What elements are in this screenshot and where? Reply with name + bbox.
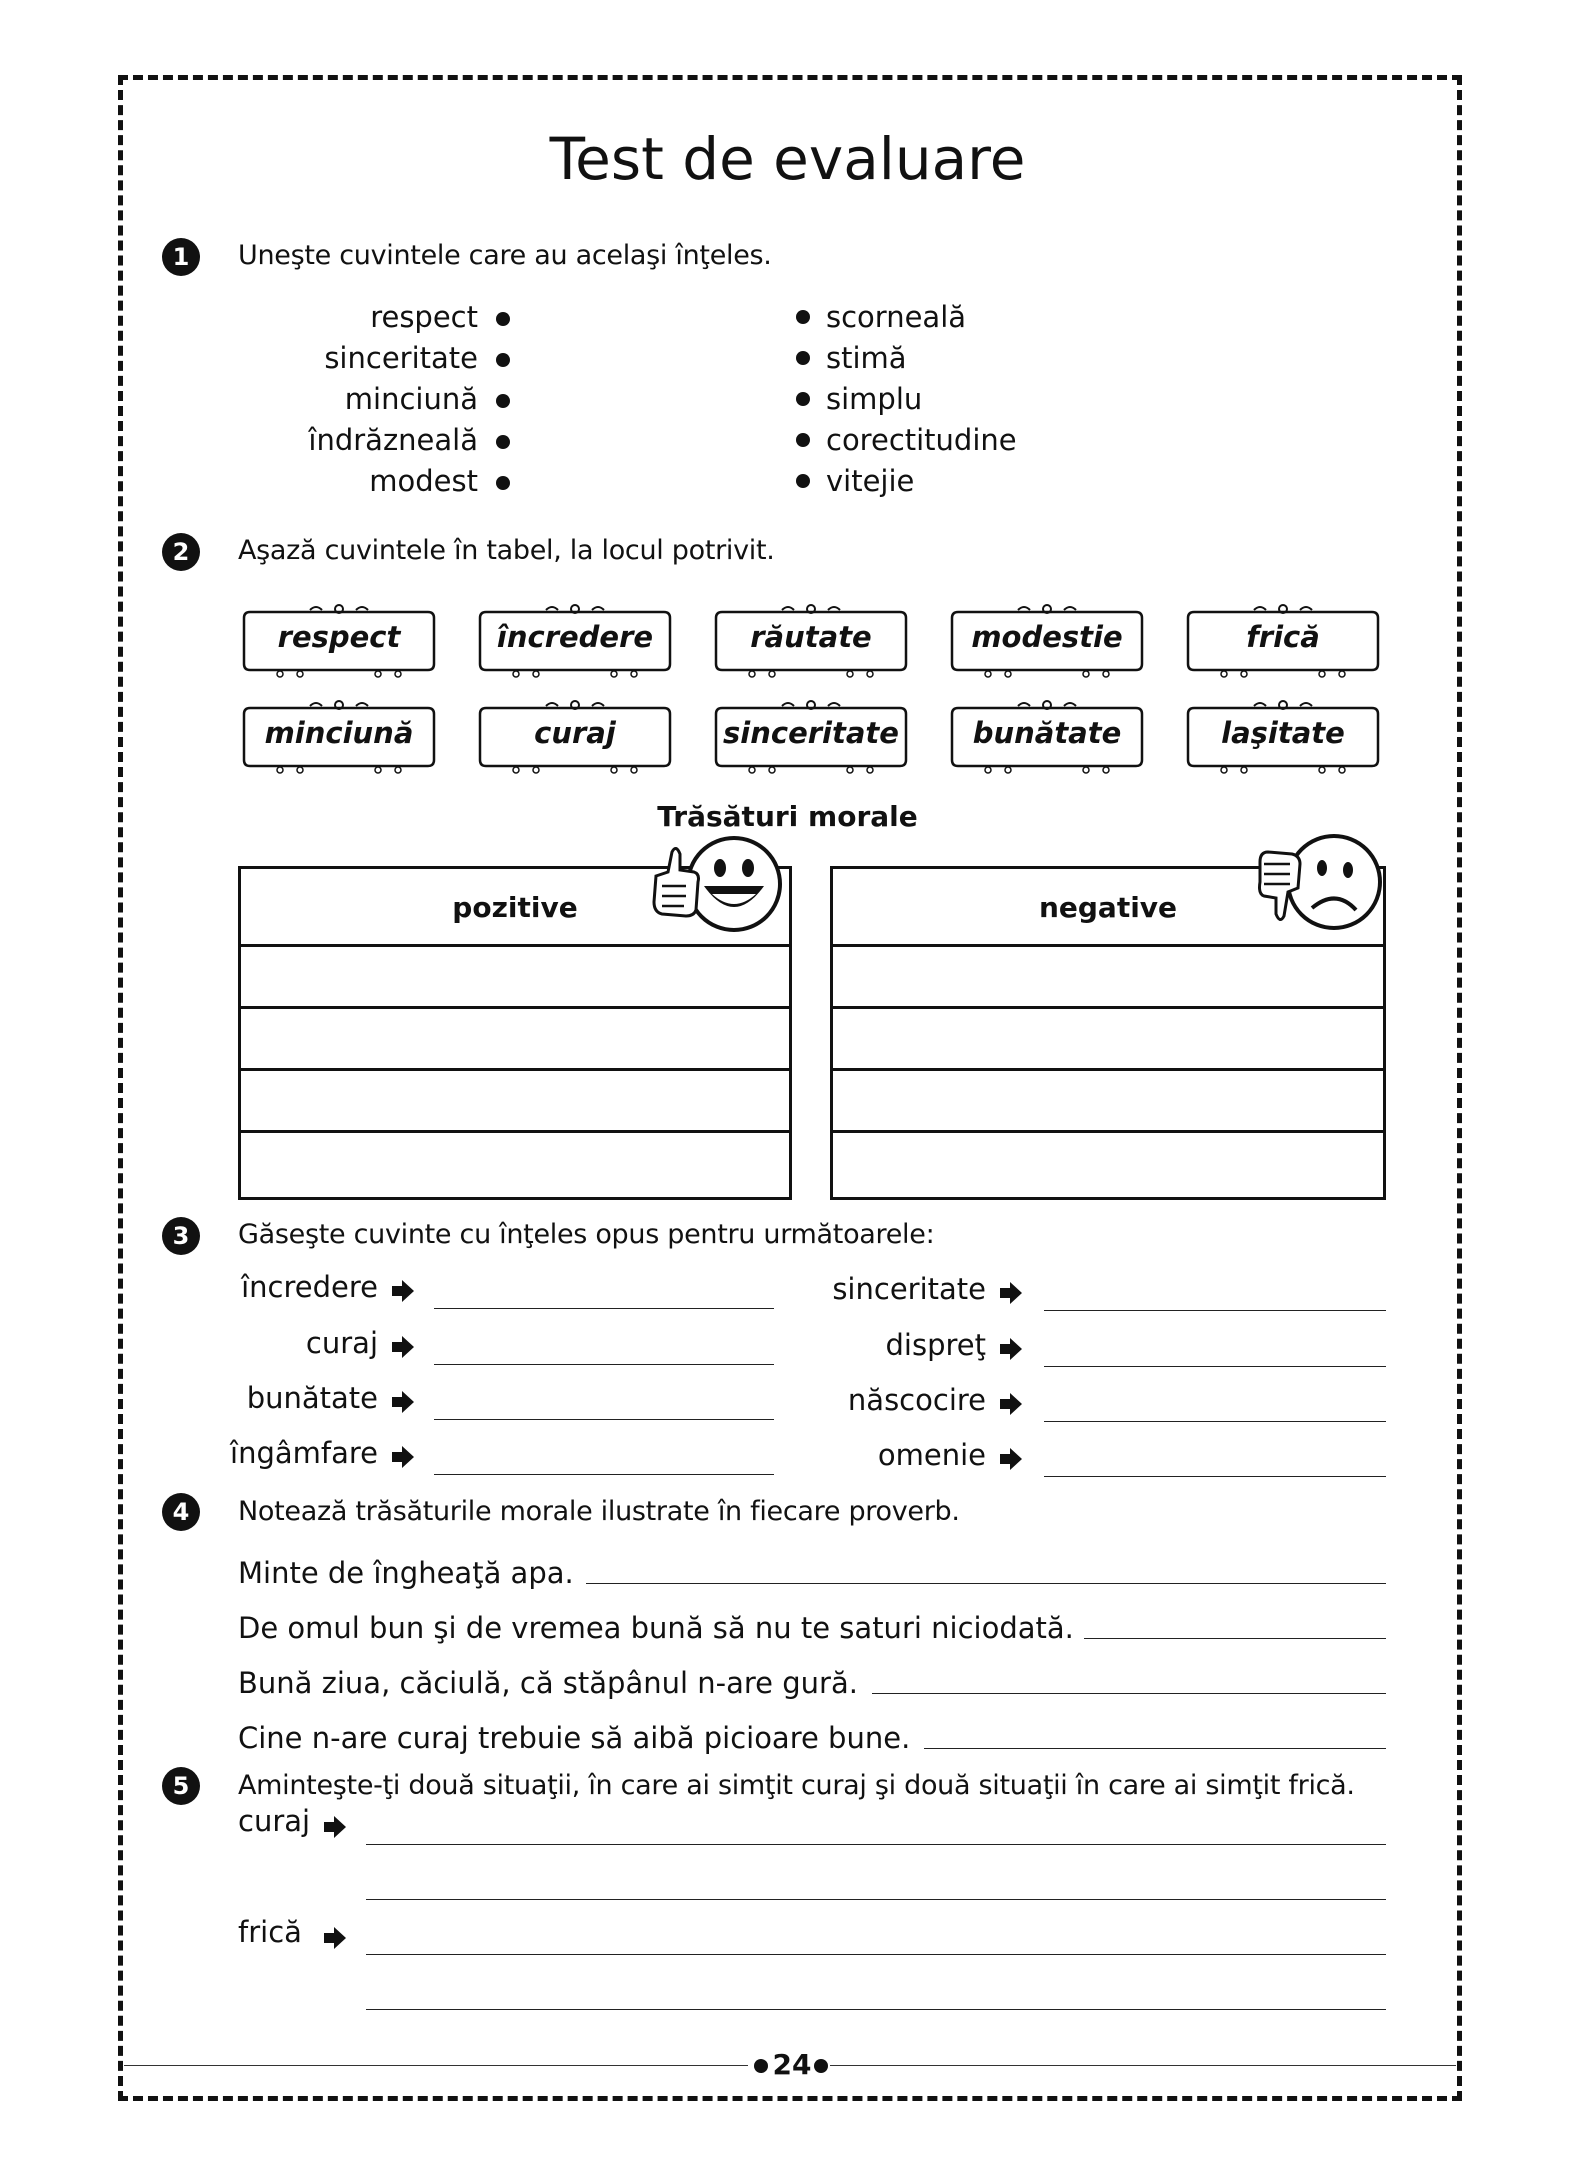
- ex1-left-word: sinceritate: [324, 341, 478, 375]
- answer-row[interactable]: [833, 1009, 1383, 1071]
- proverb-text: Cine n-are curaj trebuie să aibă picioare bune.: [238, 1721, 911, 1755]
- arrow-right-icon: [998, 1446, 1024, 1472]
- match-dot[interactable]: [796, 392, 810, 406]
- match-dot[interactable]: [796, 433, 810, 447]
- exercise-5-number: 5: [162, 1767, 200, 1805]
- page-number: 24: [772, 2048, 812, 2081]
- answer-row[interactable]: [833, 1133, 1383, 1195]
- match-dot[interactable]: [496, 312, 510, 326]
- exercise-4-number: 4: [162, 1493, 200, 1531]
- answer-line[interactable]: [1044, 1366, 1386, 1367]
- proverb-row: [238, 1611, 1386, 1645]
- answer-row[interactable]: [833, 1071, 1383, 1133]
- answer-line[interactable]: [366, 1844, 1386, 1845]
- sad-smiley-thumbs-down-icon: [1250, 832, 1386, 942]
- footer-dot-icon: [814, 2059, 828, 2073]
- ex1-left-word: îndrăzneală: [308, 423, 478, 457]
- card-label: răutate: [750, 620, 872, 654]
- arrow-right-icon: [322, 1925, 348, 1951]
- proverb-row: [238, 1721, 1386, 1755]
- word-card[interactable]: [1184, 604, 1382, 678]
- ex3-left-word: curaj: [305, 1326, 378, 1360]
- match-dot[interactable]: [796, 351, 810, 365]
- proverb-row: [238, 1556, 1386, 1590]
- exercise-4-instruction: Notează trăsăturile morale ilustrate în fiecare proverb.: [238, 1496, 960, 1527]
- word-card[interactable]: [712, 700, 910, 774]
- arrow-right-icon: [998, 1391, 1024, 1417]
- ex3-right-word: omenie: [877, 1438, 986, 1472]
- card-label: frică: [1246, 620, 1320, 654]
- answer-line[interactable]: [1084, 1638, 1386, 1639]
- card-label: modestie: [971, 620, 1123, 654]
- answer-line[interactable]: [366, 2009, 1386, 2010]
- proverb-text: De omul bun şi de vremea bună să nu te saturi niciodată.: [238, 1611, 1074, 1645]
- answer-line[interactable]: [872, 1693, 1386, 1694]
- answer-line[interactable]: [924, 1748, 1386, 1749]
- ex1-right-word: vitejie: [826, 464, 915, 498]
- proverb-text: Bună ziua, căciulă, că stăpânul n-are gură.: [238, 1666, 858, 1700]
- answer-line[interactable]: [1044, 1421, 1386, 1422]
- ex3-right-word: sinceritate: [832, 1272, 986, 1306]
- match-dot[interactable]: [496, 476, 510, 490]
- table-title: Trăsături morale: [657, 800, 918, 833]
- card-label: bunătate: [972, 716, 1122, 750]
- word-card[interactable]: [476, 700, 674, 774]
- answer-row[interactable]: [241, 1133, 789, 1195]
- footer-dot-icon: [754, 2059, 768, 2073]
- card-label: curaj: [534, 716, 616, 750]
- answer-line[interactable]: [586, 1583, 1386, 1584]
- happy-smiley-thumbs-up-icon: [646, 832, 786, 942]
- arrow-right-icon: [390, 1334, 416, 1360]
- answer-row[interactable]: [241, 947, 789, 1009]
- exercise-2-instruction: Aşază cuvintele în tabel, la locul potrivit.: [238, 535, 775, 566]
- arrow-right-icon: [998, 1336, 1024, 1362]
- column-header-negative: negative: [833, 869, 1383, 947]
- ex3-right-word: dispreţ: [885, 1328, 986, 1362]
- card-label: sinceritate: [723, 716, 899, 750]
- ex1-left-word: respect: [370, 300, 478, 334]
- ex3-right-word: născocire: [847, 1383, 986, 1417]
- arrow-right-icon: [998, 1280, 1024, 1306]
- word-card[interactable]: [948, 604, 1146, 678]
- exercise-3-number: 3: [162, 1217, 200, 1255]
- answer-line[interactable]: [366, 1899, 1386, 1900]
- answer-line[interactable]: [1044, 1476, 1386, 1477]
- word-card[interactable]: [948, 700, 1146, 774]
- exercise-2-number: 2: [162, 533, 200, 571]
- ex1-right-word: simplu: [826, 382, 923, 416]
- ex1-left-word: minciună: [344, 382, 478, 416]
- card-label: minciună: [264, 716, 414, 750]
- ex1-left-word: modest: [369, 464, 478, 498]
- answer-line[interactable]: [434, 1308, 774, 1309]
- word-card[interactable]: [240, 700, 438, 774]
- ex5-label-curaj: curaj: [238, 1804, 311, 1838]
- proverb-text: Minte de îngheaţă apa.: [238, 1556, 574, 1590]
- card-label: laşitate: [1221, 716, 1345, 750]
- match-dot[interactable]: [796, 310, 810, 324]
- match-dot[interactable]: [496, 435, 510, 449]
- card-label: încredere: [496, 620, 654, 654]
- word-card[interactable]: [240, 604, 438, 678]
- match-dot[interactable]: [796, 474, 810, 488]
- proverb-row: [238, 1666, 1386, 1700]
- answer-row[interactable]: [241, 1009, 789, 1071]
- ex5-label-frica: frică: [238, 1915, 302, 1949]
- word-card[interactable]: [476, 604, 674, 678]
- arrow-right-icon: [390, 1389, 416, 1415]
- footer-rule-left: [124, 2065, 748, 2066]
- answer-line[interactable]: [434, 1364, 774, 1365]
- exercise-3-instruction: Găseşte cuvinte cu înţeles opus pentru următoarele:: [238, 1219, 935, 1250]
- word-card[interactable]: [1184, 700, 1382, 774]
- answer-line[interactable]: [1044, 1310, 1386, 1311]
- ex3-left-word: bunătate: [246, 1381, 378, 1415]
- match-dot[interactable]: [496, 353, 510, 367]
- exercise-1-number: 1: [162, 238, 200, 276]
- answer-row[interactable]: [833, 947, 1383, 1009]
- card-label: respect: [277, 620, 401, 654]
- answer-line[interactable]: [434, 1419, 774, 1420]
- exercise-5-instruction: Aminteşte-ţi două situaţii, în care ai simţit curaj şi două situaţii în care ai simţit frică.: [238, 1770, 1355, 1801]
- ex1-right-word: stimă: [826, 341, 907, 375]
- page-title: Test de evaluare: [549, 125, 1026, 193]
- exercise-1-instruction: Uneşte cuvintele care au acelaşi înţeles.: [238, 240, 772, 271]
- footer-rule-right: [830, 2065, 1456, 2066]
- answer-line[interactable]: [366, 1954, 1386, 1955]
- ex3-left-word: încredere: [241, 1270, 378, 1304]
- arrow-right-icon: [390, 1278, 416, 1304]
- ex3-left-word: îngâmfare: [230, 1436, 378, 1470]
- answer-row[interactable]: [241, 1071, 789, 1133]
- ex1-right-word: scorneală: [826, 300, 967, 334]
- answer-line[interactable]: [434, 1474, 774, 1475]
- arrow-right-icon: [390, 1444, 416, 1470]
- ex1-right-word: corectitudine: [826, 423, 1017, 457]
- column-header-positive: pozitive: [241, 869, 789, 947]
- word-card[interactable]: [712, 604, 910, 678]
- match-dot[interactable]: [496, 394, 510, 408]
- arrow-right-icon: [322, 1814, 348, 1840]
